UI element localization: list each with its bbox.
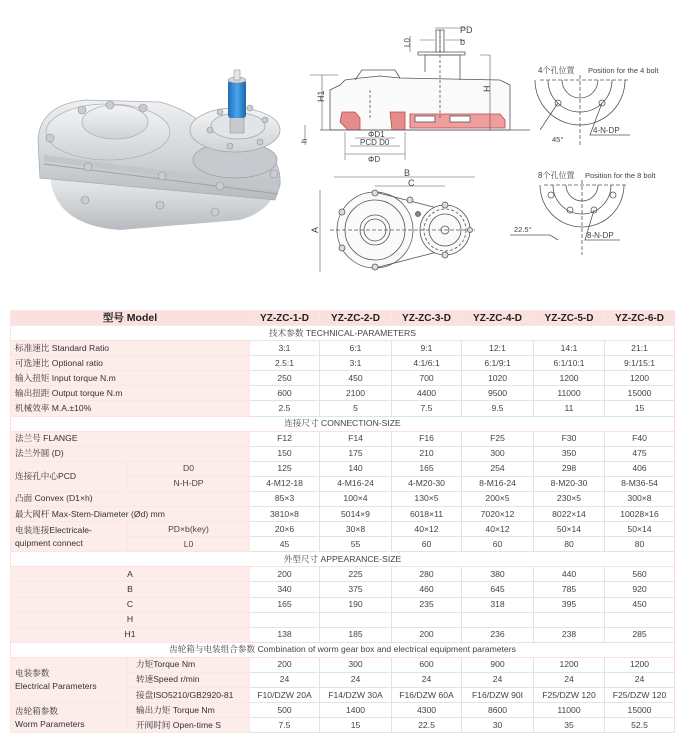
value-cell: 125 xyxy=(250,461,320,476)
value-cell: 6:1 xyxy=(320,341,392,356)
row-label: B xyxy=(11,582,250,597)
value-cell: 190 xyxy=(320,597,392,612)
value-cell: 920 xyxy=(605,582,675,597)
section-appearance xyxy=(11,552,675,567)
value-cell: F10/DZW 20A xyxy=(250,687,320,702)
value-cell: 24 xyxy=(605,672,675,687)
sub-label: 输出力矩 Torque Nm xyxy=(128,703,250,718)
dim-l0: L0 xyxy=(403,38,412,47)
connection-row xyxy=(11,522,675,537)
value-cell: 440 xyxy=(534,567,605,582)
dim-small-h: h xyxy=(300,138,309,143)
value-cell: 4-M12-18 xyxy=(250,476,320,491)
value-cell: 200 xyxy=(392,627,462,642)
value-cell: 15 xyxy=(605,401,675,416)
value-cell: 40×12 xyxy=(462,522,534,537)
value-cell: 238 xyxy=(534,627,605,642)
value-cell: 500 xyxy=(250,703,320,718)
row-label: A xyxy=(11,567,250,582)
value-cell: 200 xyxy=(250,657,320,672)
value-cell: F16 xyxy=(392,431,462,446)
value-cell: 24 xyxy=(320,672,392,687)
sub-label: L0 xyxy=(128,537,250,552)
value-cell: F14 xyxy=(320,431,392,446)
section-title: 连接尺寸 CONNECTION-SIZE xyxy=(11,416,675,431)
electrical-group-label xyxy=(11,657,128,702)
model-name: YZ-ZC-4-D xyxy=(462,311,534,326)
header-row xyxy=(11,311,675,326)
row-label: 输入扭矩 Input torque N.m xyxy=(11,371,250,386)
label-line: 电装连接Electricale- xyxy=(15,524,92,535)
row-label: H1 xyxy=(11,627,250,642)
value-cell: 600 xyxy=(392,657,462,672)
section-title: 外型尺寸 APPEARANCE-SIZE xyxy=(11,552,675,567)
value-cell: 35 xyxy=(534,718,605,733)
label-cn: 电装参数 xyxy=(15,667,50,678)
model-name: YZ-ZC-3-D xyxy=(392,311,462,326)
model-header: 型号 Model xyxy=(11,311,250,326)
value-cell: F25/DZW 120 xyxy=(605,687,675,702)
value-cell: 300×8 xyxy=(605,491,675,506)
value-cell: 350 xyxy=(534,446,605,461)
top-plan-view xyxy=(320,177,475,272)
sub-label: N-H-DP xyxy=(128,476,250,491)
value-cell: 5014×9 xyxy=(320,507,392,522)
row-label: 法兰号 FLANGE xyxy=(11,431,250,446)
value-cell: 50×14 xyxy=(534,522,605,537)
value-cell: 380 xyxy=(462,567,534,582)
value-cell: 11000 xyxy=(534,703,605,718)
figure-area xyxy=(0,0,700,305)
technical-drawing xyxy=(300,0,700,300)
value-cell: 560 xyxy=(605,567,675,582)
row-label: 机械效率 M.A.±10% xyxy=(11,401,250,416)
value-cell: 298 xyxy=(534,461,605,476)
value-cell: 20×6 xyxy=(250,522,320,537)
label-en: Worm Parameters xyxy=(15,718,85,729)
appearance-row xyxy=(11,612,675,627)
technical-row xyxy=(11,401,675,416)
technical-row xyxy=(11,371,675,386)
value-cell: 7.5 xyxy=(392,401,462,416)
value-cell: 9:1 xyxy=(392,341,462,356)
model-name: YZ-ZC-2-D xyxy=(320,311,392,326)
dim-d1: ΦD1 xyxy=(368,130,385,139)
value-cell: 235 xyxy=(392,597,462,612)
value-cell: 22.5 xyxy=(392,718,462,733)
value-cell: 318 xyxy=(462,597,534,612)
bolt-8-cn: 8个孔位置 xyxy=(538,171,575,180)
technical-row xyxy=(11,341,675,356)
row-label: 连接孔中心PCD xyxy=(11,461,128,491)
value-cell: 52.5 xyxy=(605,718,675,733)
sub-label: 力矩Torque Nm xyxy=(128,657,250,672)
value-cell: F25 xyxy=(462,431,534,446)
dim-pd: PD xyxy=(460,25,473,35)
value-cell: 12:1 xyxy=(462,341,534,356)
row-label: 可选速比 Optional ratio xyxy=(11,356,250,371)
row-label: 输出扭距 Output torque N.m xyxy=(11,386,250,401)
value-cell: 165 xyxy=(392,461,462,476)
row-label: 最大阀杆 Max-Stem-Diameter (Ød) mm xyxy=(11,507,250,522)
appearance-row xyxy=(11,597,675,612)
value-cell: 9500 xyxy=(462,386,534,401)
sub-label: D0 xyxy=(128,461,250,476)
value-cell: 4:1/6:1 xyxy=(392,356,462,371)
value-cell: 300 xyxy=(320,657,392,672)
dim-pcd-d0: PCD D0 xyxy=(360,138,390,147)
dim-d: ΦD xyxy=(368,155,381,164)
value-cell: 340 xyxy=(250,582,320,597)
value-cell xyxy=(320,612,392,627)
value-cell: 7.5 xyxy=(250,718,320,733)
value-cell: 80 xyxy=(534,537,605,552)
label-line: quipment connect xyxy=(15,537,83,548)
sub-label: 接盘ISO5210/GB2920-81 xyxy=(128,687,250,702)
value-cell: 8600 xyxy=(462,703,534,718)
row-label: H xyxy=(11,612,250,627)
appearance-row xyxy=(11,567,675,582)
technical-row xyxy=(11,356,675,371)
value-cell: 2100 xyxy=(320,386,392,401)
value-cell: 5 xyxy=(320,401,392,416)
value-cell: 230×5 xyxy=(534,491,605,506)
value-cell: 6:1/9:1 xyxy=(462,356,534,371)
sub-label: 开阀时间 Open-time S xyxy=(128,718,250,733)
value-cell: 4-M20-30 xyxy=(392,476,462,491)
value-cell: 150 xyxy=(250,446,320,461)
value-cell: 24 xyxy=(462,672,534,687)
bolt-4-angle: 45° xyxy=(552,135,564,144)
value-cell: 236 xyxy=(462,627,534,642)
connection-row xyxy=(11,446,675,461)
value-cell: 6018×11 xyxy=(392,507,462,522)
value-cell: F16/DZW 90I xyxy=(462,687,534,702)
value-cell: 8-M20-30 xyxy=(534,476,605,491)
value-cell: 1400 xyxy=(320,703,392,718)
row-label: C xyxy=(11,597,250,612)
value-cell xyxy=(392,612,462,627)
value-cell xyxy=(250,612,320,627)
value-cell: 1020 xyxy=(462,371,534,386)
value-cell: 285 xyxy=(605,627,675,642)
value-cell: 4400 xyxy=(392,386,462,401)
value-cell: 3:1 xyxy=(250,341,320,356)
value-cell: 210 xyxy=(392,446,462,461)
gearbox-photo xyxy=(10,60,300,260)
bolt-8-angle: 22.5° xyxy=(514,225,532,234)
worm-row xyxy=(11,703,675,718)
value-cell: 3:1 xyxy=(320,356,392,371)
model-name: YZ-ZC-6-D xyxy=(605,311,675,326)
bolt-4-en: Position for the 4 bolt xyxy=(588,66,659,75)
value-cell: 300 xyxy=(462,446,534,461)
value-cell: 254 xyxy=(462,461,534,476)
value-cell: 406 xyxy=(605,461,675,476)
value-cell: 8-M16-24 xyxy=(462,476,534,491)
label-en: Electrical Parameters xyxy=(15,680,97,691)
value-cell: 60 xyxy=(462,537,534,552)
value-cell: 1200 xyxy=(605,657,675,672)
value-cell: 450 xyxy=(605,597,675,612)
value-cell: 30 xyxy=(462,718,534,733)
bolt-4-cn: 4个孔位置 xyxy=(538,66,575,75)
value-cell: 8022×14 xyxy=(534,507,605,522)
value-cell: 15000 xyxy=(605,386,675,401)
value-cell: 45 xyxy=(250,537,320,552)
row-label: 凸面 Convex (D1×h) xyxy=(11,491,250,506)
bolt-8-callout: 8-N-DP xyxy=(587,231,614,240)
value-cell: 175 xyxy=(320,446,392,461)
connection-row xyxy=(11,461,675,476)
value-cell: 3810×8 xyxy=(250,507,320,522)
row-label: 标准速比 Standard Ratio xyxy=(11,341,250,356)
label-cn: 齿轮箱参数 xyxy=(15,705,58,716)
value-cell: 185 xyxy=(320,627,392,642)
value-cell: 8-M36-54 xyxy=(605,476,675,491)
value-cell: 785 xyxy=(534,582,605,597)
value-cell: 165 xyxy=(250,597,320,612)
row-label: 法兰外圆 (D) xyxy=(11,446,250,461)
value-cell: 700 xyxy=(392,371,462,386)
connection-row xyxy=(11,507,675,522)
value-cell xyxy=(462,612,534,627)
section-title: 技术参数 TECHNICAL-PARAMETERS xyxy=(11,326,675,341)
value-cell: 450 xyxy=(320,371,392,386)
value-cell: 40×12 xyxy=(392,522,462,537)
value-cell: F12 xyxy=(250,431,320,446)
dim-a-plan: A xyxy=(310,226,320,233)
value-cell: 55 xyxy=(320,537,392,552)
value-cell: 2.5:1 xyxy=(250,356,320,371)
value-cell: 9.5 xyxy=(462,401,534,416)
electrical-row xyxy=(11,657,675,672)
value-cell: 10028×16 xyxy=(605,507,675,522)
value-cell: 1200 xyxy=(534,371,605,386)
value-cell: F25/DZW 120 xyxy=(534,687,605,702)
value-cell: 7020×12 xyxy=(462,507,534,522)
value-cell: 138 xyxy=(250,627,320,642)
connection-row xyxy=(11,491,675,506)
value-cell: 250 xyxy=(250,371,320,386)
value-cell: 600 xyxy=(250,386,320,401)
value-cell: 475 xyxy=(605,446,675,461)
value-cell: 200×5 xyxy=(462,491,534,506)
value-cell: 11000 xyxy=(534,386,605,401)
worm-group-label xyxy=(11,703,128,733)
value-cell: 140 xyxy=(320,461,392,476)
value-cell: F16/DZW 60A xyxy=(392,687,462,702)
value-cell xyxy=(534,612,605,627)
value-cell: 900 xyxy=(462,657,534,672)
appearance-row xyxy=(11,627,675,642)
value-cell: 2.5 xyxy=(250,401,320,416)
value-cell xyxy=(605,612,675,627)
section-technical xyxy=(11,326,675,341)
bolt-8-view xyxy=(510,180,626,255)
connection-row xyxy=(11,431,675,446)
section-connection xyxy=(11,416,675,431)
value-cell: 50×14 xyxy=(605,522,675,537)
value-cell: 100×4 xyxy=(320,491,392,506)
value-cell: F14/DZW 30A xyxy=(320,687,392,702)
value-cell: 24 xyxy=(250,672,320,687)
value-cell: 24 xyxy=(392,672,462,687)
value-cell: 130×5 xyxy=(392,491,462,506)
value-cell: 80 xyxy=(605,537,675,552)
value-cell: 11 xyxy=(534,401,605,416)
value-cell: 24 xyxy=(534,672,605,687)
value-cell: 200 xyxy=(250,567,320,582)
value-cell: F40 xyxy=(605,431,675,446)
value-cell: 14:1 xyxy=(534,341,605,356)
value-cell: 4300 xyxy=(392,703,462,718)
value-cell: 21:1 xyxy=(605,341,675,356)
value-cell: 6:1/10:1 xyxy=(534,356,605,371)
model-name: YZ-ZC-5-D xyxy=(534,311,605,326)
value-cell: 85×3 xyxy=(250,491,320,506)
value-cell: 395 xyxy=(534,597,605,612)
value-cell: 375 xyxy=(320,582,392,597)
appearance-row xyxy=(11,582,675,597)
sub-label: 转速Speed r/min xyxy=(128,672,250,687)
value-cell: 9:1/15:1 xyxy=(605,356,675,371)
value-cell: 4-M16-24 xyxy=(320,476,392,491)
value-cell: 225 xyxy=(320,567,392,582)
bolt-8-en: Position for the 8 bolt xyxy=(585,171,656,180)
dim-c-plan: C xyxy=(408,178,415,188)
value-cell: 1200 xyxy=(605,371,675,386)
value-cell: 15000 xyxy=(605,703,675,718)
technical-row xyxy=(11,386,675,401)
row-label xyxy=(11,522,128,552)
value-cell: 280 xyxy=(392,567,462,582)
bolt-4-callout: 4-N-DP xyxy=(593,126,620,135)
dim-b: b xyxy=(460,37,466,47)
dim-h: H xyxy=(482,85,492,92)
value-cell: 1200 xyxy=(534,657,605,672)
value-cell: 15 xyxy=(320,718,392,733)
spec-table xyxy=(10,310,675,733)
section-title: 齿轮箱与电装组合参数 Combination of worm gear box and electrical equipment parameters xyxy=(11,642,675,657)
value-cell: 60 xyxy=(392,537,462,552)
dim-b-plan: B xyxy=(404,168,411,178)
model-name: YZ-ZC-1-D xyxy=(250,311,320,326)
dim-h1: H1 xyxy=(316,90,326,102)
section-combination xyxy=(11,642,675,657)
value-cell: 460 xyxy=(392,582,462,597)
side-section-view xyxy=(305,28,530,160)
sub-label: PD×b(key) xyxy=(128,522,250,537)
value-cell: F30 xyxy=(534,431,605,446)
value-cell: 645 xyxy=(462,582,534,597)
value-cell: 30×8 xyxy=(320,522,392,537)
